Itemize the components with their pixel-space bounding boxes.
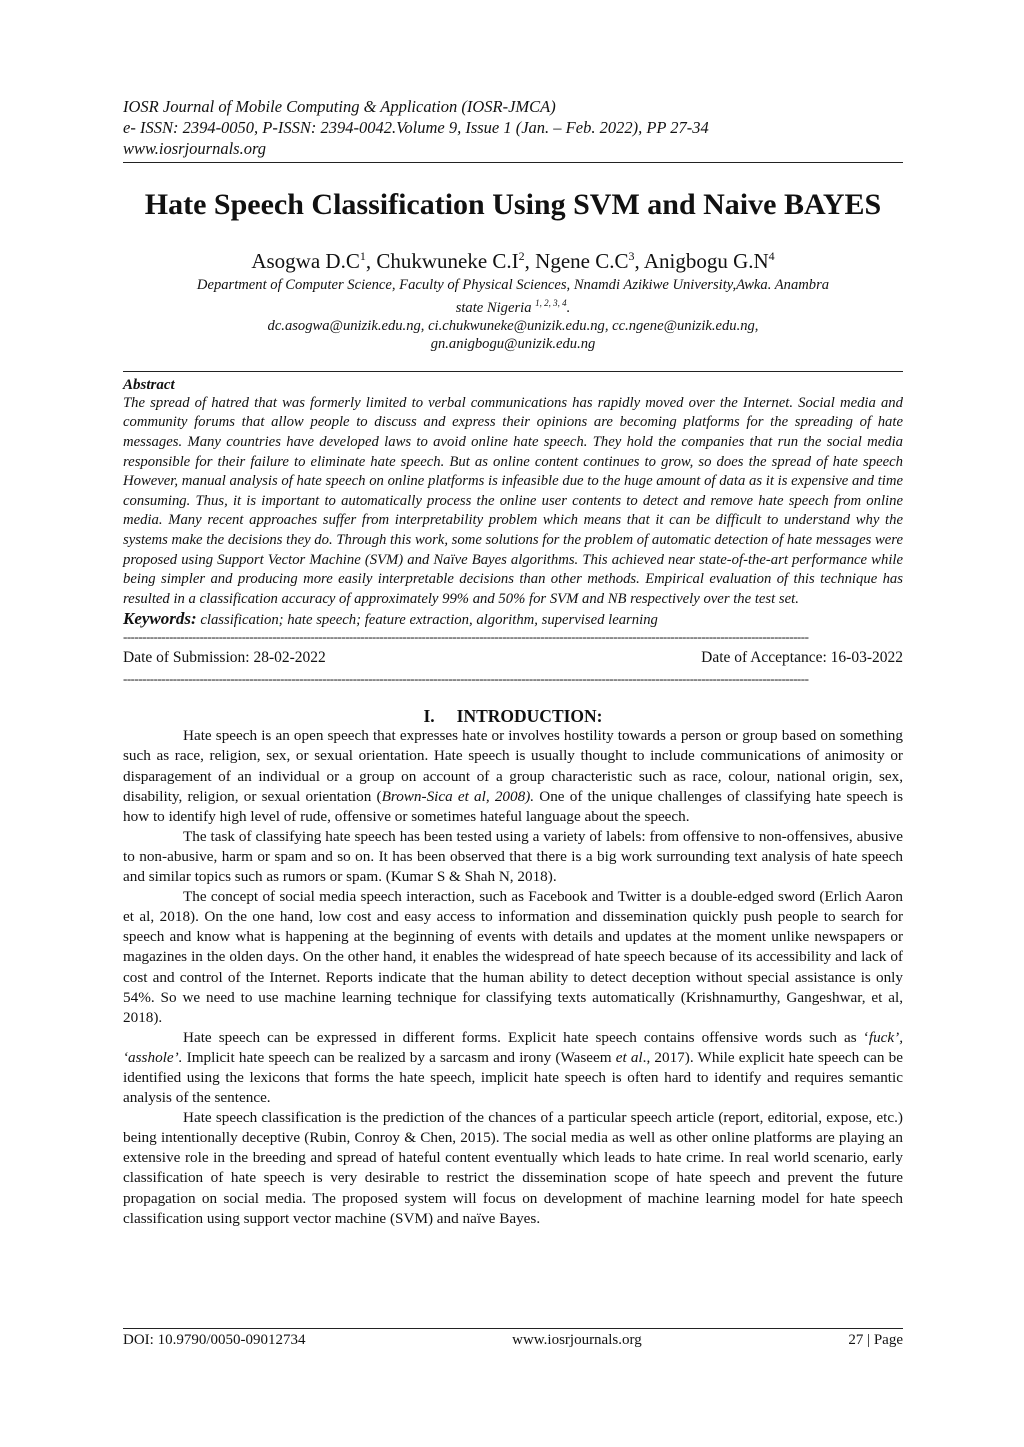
abstract-text: The spread of hatred that was formerly limited to verbal communications has rapidly moved over the Internet. Social media and community forums that allow people to discuss and express their opinions are becoming platforms for the spreading of hate messages. Many countries have developed laws to avoid online hate speech. They hold the companies that run the social media responsible for their failure to eliminate hate speech. But as online content continues to grow, so does the spread of hate speech However, manual analysis of hate speech on online platforms is infeasible due to the huge amount of data as it is expensive and time consuming. Thus, it is important to automatically process the online user contents to detect and remove hate speech from online media. Many recent approaches suffer from interpretability problem which means that it can be difficult to understand why the systems make the decisions they do. Through this work, some solutions for the problem of automatic detection of hate messages were proposed using Support Vector Machine (SVM) and Naïve Bayes algorithms. This achieved near state-of-the-art performance while being simpler and producing more easily interpretable decisions than other methods. Empirical evaluation of this technique has resulted in a classification accuracy of approximately 99% and 50% for SVM and NB respectively over the test set. bbox=[123, 394, 903, 607]
intro-paragraph-4 bbox=[123, 1028, 903, 1108]
affiliation-line2 bbox=[123, 294, 903, 317]
journal-issn: e- ISSN: 2394-0050, P-ISSN: 2394-0042.Volume 9, Issue 1 (Jan. – Feb. 2022), PP 27-34 bbox=[123, 118, 709, 137]
intro-p4-text-end: ., 2017). While explicit hate speech can be identified using the lexicons that forms the hate speech, implicit hate speech is often hard to identify and requires semantic analysis of the sentence. bbox=[123, 1048, 903, 1107]
author-4-sup: 4 bbox=[768, 249, 775, 263]
author-2-sup: 2 bbox=[518, 249, 525, 263]
abstract-rule bbox=[123, 371, 903, 372]
affiliation bbox=[123, 276, 903, 353]
intro-paragraph-1 bbox=[123, 726, 903, 826]
author-1: Asogwa D.C bbox=[251, 249, 360, 273]
section-heading-introduction bbox=[123, 706, 903, 726]
page-footer bbox=[123, 1328, 903, 1349]
intro-p4-etal: et al bbox=[615, 1048, 643, 1066]
paper-title: Hate Speech Classification Using SVM and Naive BAYES bbox=[144, 188, 882, 221]
affiliation-period: . bbox=[566, 299, 571, 316]
acceptance-date: Date of Acceptance: 16-03-2022 bbox=[701, 649, 903, 667]
abstract-heading: Abstract bbox=[123, 376, 175, 393]
author-emails-1[interactable]: dc.asogwa@unizik.edu.ng, ci.chukwuneke@unizik.edu.ng, cc.ngene@unizik.edu.ng, bbox=[267, 317, 759, 334]
intro-paragraph-3: The concept of social media speech interaction, such as Facebook and Twitter is a double-edged sword (Erlich Aaron et al, 2018). On the one hand, low cost and easy access to information and dissemination quickly push people to search for speech and know what is happening at the beginning of events with details and updates at the moment unlike newspapers or magazines in the olden days. On the other hand, it enables the widespread of hate speech because of its accessibility and lack of cost and control of the Internet. Reports indicate that the human ability to detect deception without special assistance is only 54%. So we need to use machine learning technique for classifying texts automatically (Krishnamurthy, Gangeshwar, et al, 2018). bbox=[123, 888, 903, 1026]
section-title: INTRODUCTION: bbox=[456, 706, 603, 727]
affiliation-sup: 1, 2, 3, 4 bbox=[535, 298, 567, 308]
keywords bbox=[123, 609, 903, 630]
header-rule bbox=[123, 162, 903, 163]
intro-p1-citation: Brown-Sica et al, 2008). bbox=[381, 787, 535, 805]
author-2: , Chukwuneke C.I bbox=[365, 249, 519, 273]
affiliation-state: state Nigeria bbox=[455, 299, 532, 316]
journal-name: IOSR Journal of Mobile Computing & Application (IOSR-JMCA) bbox=[123, 97, 556, 116]
dashed-separator-bottom: ----------------------------------------------------------------------------------------------------------------------------------------------------------------------------------- bbox=[123, 672, 809, 687]
intro-p4-text: Hate speech can be expressed in different forms. Explicit hate speech contains offensive words such as ‘ bbox=[183, 1028, 869, 1046]
footer-doi[interactable]: DOI: 10.9790/0050-09012734 bbox=[123, 1332, 306, 1348]
author-3: , Ngene C.C bbox=[524, 249, 629, 273]
author-3-sup: 3 bbox=[628, 249, 635, 263]
introduction-body bbox=[123, 726, 903, 1228]
dashed-separator-top: ----------------------------------------------------------------------------------------------------------------------------------------------------------------------------------- bbox=[123, 630, 809, 645]
journal-site[interactable]: www.iosrjournals.org bbox=[123, 139, 267, 158]
footer-rule bbox=[123, 1328, 903, 1329]
keywords-label: Keywords: bbox=[123, 609, 197, 629]
dates-row bbox=[123, 648, 903, 668]
author-1-sup: 1 bbox=[359, 249, 366, 263]
affiliation-line1: Department of Computer Science, Faculty of Physical Sciences, Nnamdi Azikiwe University,Awka. Anambra bbox=[196, 277, 830, 293]
submission-date: Date of Submission: 28-02-2022 bbox=[123, 649, 326, 667]
intro-p1-text: Hate speech is an open speech that expresses hate or involves hostility towards a person or group based on something such as race, religion, sex, or sexual orientation. Hate speech is usually thought to include communications of animosity or disparagement of an individual or a group on account of a group characteristic such as race, colour, national origin, sex, disability, religion, or sexual orientation ( bbox=[123, 727, 903, 805]
intro-p4-quote: fuck’, ‘asshole’. bbox=[123, 1028, 903, 1066]
intro-paragraph-2: The task of classifying hate speech has been tested using a variety of labels: from offensive to non-offensives, abusive to non-abusive, harm or spam and so on. It has been observed that there is a big work surrounding text analysis of hate speech and similar topics such as rumors or spam. (Kumar S & Shah N, 2018). bbox=[123, 827, 903, 886]
keywords-text: classification; hate speech; feature extraction, algorithm, supervised learning bbox=[196, 612, 658, 629]
intro-p1-text-end: One of the unique challenges of classifying hate speech is how to identify high level of rude, offensive or sometimes hateful language about the speech. bbox=[123, 787, 903, 825]
author-emails-2[interactable]: gn.anigbogu@unizik.edu.ng bbox=[430, 335, 596, 352]
journal-header bbox=[123, 96, 903, 159]
footer-site[interactable]: www.iosrjournals.org bbox=[512, 1332, 642, 1348]
author-list bbox=[123, 244, 903, 273]
intro-p4-text-mid: Implicit hate speech can be realized by a sarcasm and irony (Waseem bbox=[182, 1048, 616, 1066]
section-number: I. bbox=[423, 706, 435, 727]
page-content bbox=[123, 96, 903, 1229]
author-4: , Anigbogu G.N bbox=[634, 249, 769, 273]
intro-paragraph-5: Hate speech classification is the prediction of the chances of a particular speech article (report, editorial, expose, etc.) being intentionally deceptive (Rubin, Conroy & Chen, 2015). The social media as well as other online platforms are playing an extensive role in the breeding and spread of hateful content eventually which leads to hate crime. In real world scenario, early classification of hate speech is very desirable to restrict the dissemination scope of hate speech and prevent the future propagation on social media. The proposed system will focus on development of machine learning model for hate speech classification using support vector machine (SVM) and naïve Bayes. bbox=[123, 1109, 903, 1227]
footer-row bbox=[123, 1332, 903, 1349]
footer-page-number: 27 | Page bbox=[848, 1332, 903, 1348]
